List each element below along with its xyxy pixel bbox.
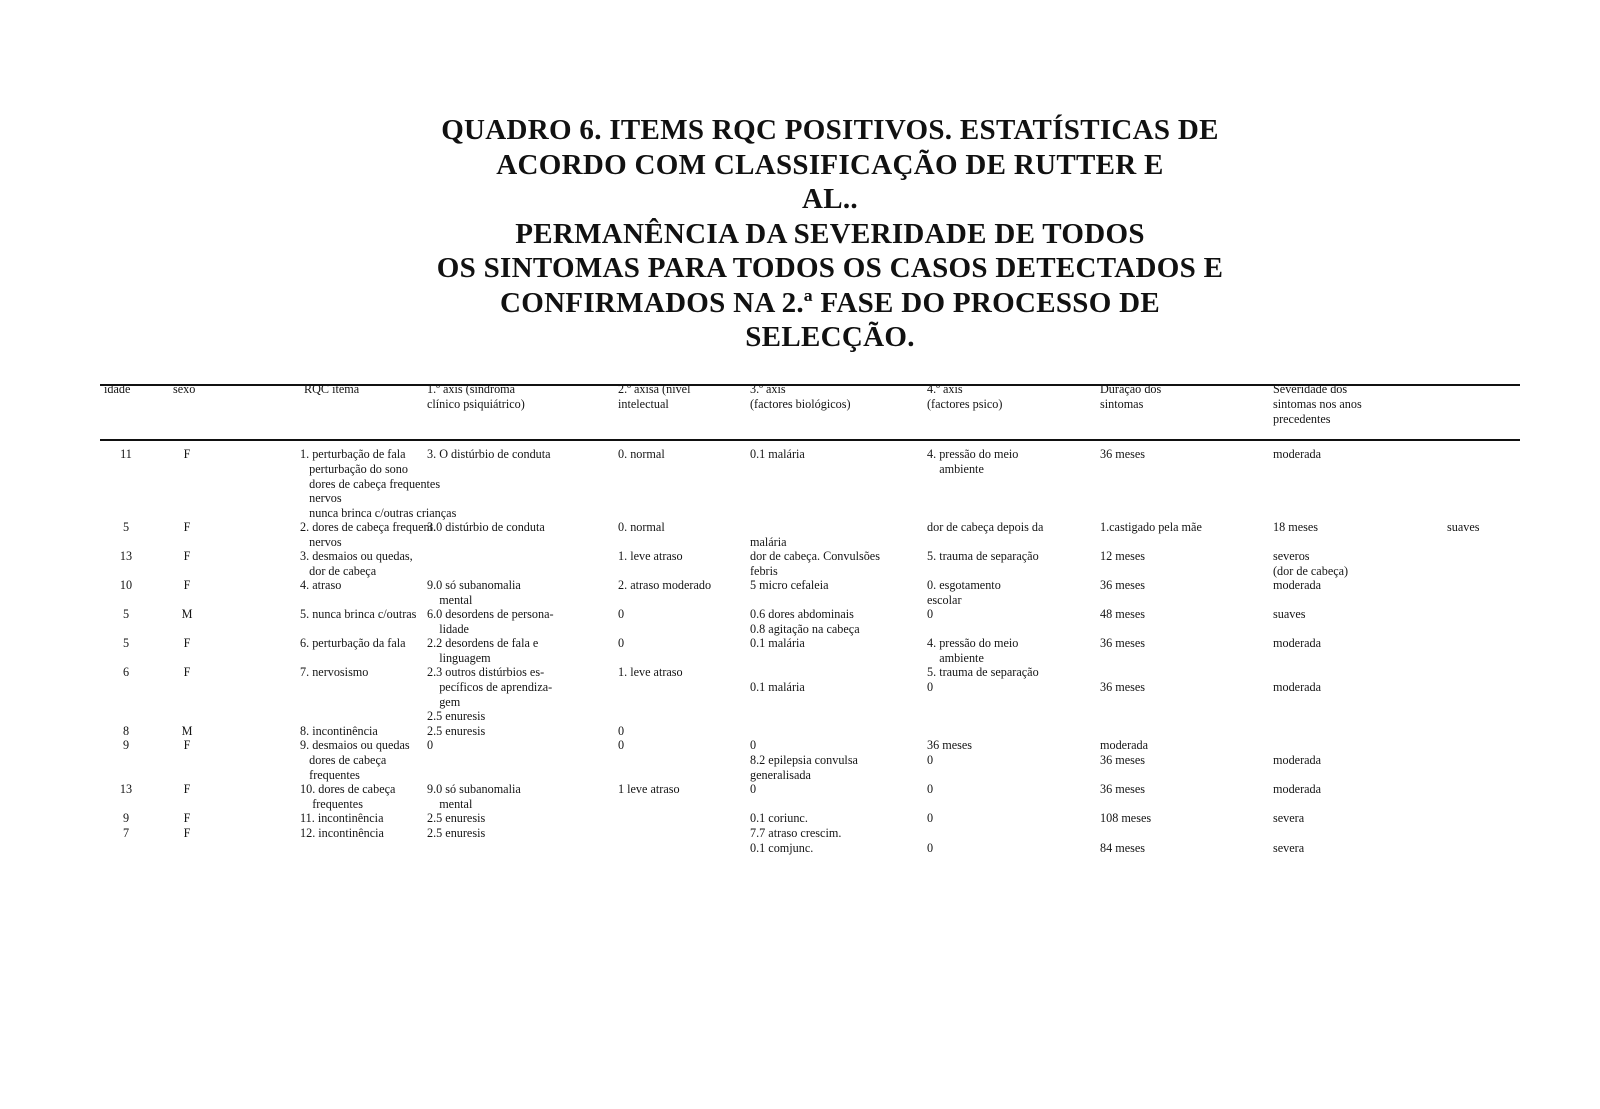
cell-axis-2: 1. leve atraso: [618, 665, 683, 679]
cell-severidade: moderada: [1273, 578, 1322, 592]
column-header-axis-2: 2.º axisa (nível intelectual: [618, 382, 691, 411]
cell-rqc-item: 7. nervosismo: [300, 665, 369, 679]
cell-duracao: 36 meses: [1100, 447, 1146, 461]
cell-rqc-item: 9. desmaios ou quedas dores de cabeça frequentes: [300, 738, 410, 782]
cell-idade: 5: [122, 607, 130, 621]
cell-rqc-item: 6. perturbação da fala: [300, 636, 406, 650]
cell-axis-4: 5. trauma de separação 0: [927, 665, 1039, 694]
cell-axis-1: 3. O distúrbio de conduta: [427, 447, 551, 461]
cell-axis-3: 5 micro cefaleia: [750, 578, 829, 592]
column-header-rqc-item: RQC itema: [304, 382, 360, 396]
cell-rqc-item: 2. dores de cabeça frequent. nervos: [300, 520, 437, 549]
cell-sexo: F: [183, 447, 191, 461]
cell-sexo: F: [183, 665, 191, 679]
column-header-axis-4: 4.º axis (factores psico): [927, 382, 1003, 411]
cell-axis-1: 0: [427, 738, 434, 752]
cell-axis-2: 2. atraso moderado: [618, 578, 712, 592]
cell-axis-4: 0: [927, 607, 934, 621]
cell-severidade: moderada: [1273, 782, 1322, 796]
cell-axis-1: 2.2 desordens de fala e linguagem: [427, 636, 539, 665]
cell-idade: 11: [120, 447, 132, 461]
cell-axis-4: 0. esgotamento escolar: [927, 578, 1001, 607]
cell-severidade: severa: [1273, 840, 1305, 855]
column-header-axis-3: 3.º axis (factores biológicos): [750, 382, 851, 411]
cell-rqc-item: 12. incontinência: [300, 826, 384, 840]
cell-severidade: severos (dor de cabeça): [1273, 549, 1349, 578]
cell-duracao: 36 meses: [1100, 636, 1146, 650]
cell-axis-3: 0.1 malária: [750, 679, 805, 694]
cell-sexo: F: [183, 549, 191, 563]
cell-rqc-item: 11. incontinência: [300, 811, 384, 825]
cell-sexo: F: [183, 738, 191, 752]
table-header-rule: [100, 439, 1520, 441]
title-line: PERMANÊNCIA DA SEVERIDADE DE TODOS: [515, 217, 1145, 250]
cell-axis-2: 0. normal: [618, 520, 665, 534]
cell-axis-2: 1 leve atraso: [618, 782, 680, 796]
cell-axis-2: 0: [618, 607, 625, 621]
cell-idade: 5: [122, 520, 130, 534]
cell-duracao: moderada 36 meses: [1100, 738, 1149, 767]
cell-axis-2: 1. leve atraso: [618, 549, 683, 563]
cell-axis-1: 6.0 desordens de persona- lidade: [427, 607, 554, 636]
cell-axis-1: 9.0 só subanomalia mental: [427, 782, 521, 811]
data-table: [100, 384, 1520, 904]
cell-sexo: F: [183, 636, 191, 650]
cell-duracao: 108 meses: [1100, 811, 1152, 825]
cell-axis-4: 0: [927, 811, 934, 825]
cell-duracao: 36 meses: [1100, 782, 1146, 796]
cell-duracao: 1.castigado pela mãe: [1100, 520, 1202, 534]
column-header-severidade: Severidade dos sintomas nos anos precedentes: [1273, 382, 1362, 426]
cell-severidade: severa: [1273, 811, 1305, 825]
cell-idade: 13: [119, 782, 133, 796]
cell-severidade: moderada: [1273, 447, 1322, 461]
title-line: OS SINTOMAS PARA TODOS OS CASOS DETECTADOS E: [436, 252, 1224, 284]
cell-sexo: F: [183, 782, 191, 796]
cell-axis-3: dor de cabeça. Convulsões febris: [750, 549, 880, 578]
column-header-sexo: sexo: [173, 382, 196, 396]
cell-severidade: moderada: [1273, 679, 1322, 694]
cell-axis-3: 0.1 malária: [750, 447, 805, 461]
column-header-axis-1: 1.º axis (síndroma clínico psiquiátrico): [427, 382, 525, 411]
cell-axis-2: 0: [618, 636, 625, 650]
cell-sexo: F: [183, 826, 191, 840]
cell-axis-3: 0.6 dores abdominais 0.8 agitação na cabeça: [750, 607, 860, 636]
cell-axis-1: 2.5 enuresis: [427, 724, 486, 738]
cell-rqc-item: 10. dores de cabeça frequentes: [300, 782, 396, 811]
title-line: ACORDO COM CLASSIFICAÇÃO DE RUTTER E: [496, 148, 1164, 181]
cell-axis-4: 4. pressão do meio ambiente: [927, 447, 1019, 476]
cell-duracao: 36 meses: [1100, 578, 1146, 592]
cell-idade: 6: [122, 665, 130, 679]
cell-severidade: moderada: [1273, 636, 1322, 650]
cell-sexo: F: [183, 520, 191, 534]
cell-severidade: suaves: [1273, 607, 1306, 621]
cell-sexo: M: [181, 607, 193, 621]
cell-axis-4: 4. pressão do meio ambiente: [927, 636, 1019, 665]
cell-axis-1: 2.5 enuresis: [427, 826, 486, 840]
cell-axis-3: 0 8.2 epilepsia convulsa generalisada: [750, 738, 858, 782]
cell-axis-4: 5. trauma de separação: [927, 549, 1039, 563]
cell-axis-1: 2.5 enuresis: [427, 811, 486, 825]
cell-rqc-item: 1. perturbação de fala perturbação do sono dores de cabeça frequentes nervos nunca brinca c/outras crianças: [300, 447, 457, 521]
cell-axis-3: 0.1 coriunc.: [750, 811, 808, 825]
cell-axis-3: 7.7 atraso crescim. 0.1 comjunc.: [750, 826, 842, 855]
cell-axis-1: 3.0 distúrbio de conduta: [427, 520, 545, 534]
cell-idade: 9: [122, 811, 130, 825]
cell-rqc-item: 4. atraso: [300, 578, 342, 592]
cell-axis-2: 0. normal: [618, 447, 665, 461]
cell-duracao: 36 meses: [1100, 679, 1146, 694]
title-line: SELECÇÃO.: [745, 321, 915, 353]
cell-duracao: 84 meses: [1100, 840, 1146, 855]
cell-axis-4: dor de cabeça depois da: [927, 520, 1044, 534]
cell-axis-4: 0: [927, 840, 934, 855]
table-title: [380, 113, 1280, 355]
cell-severidade: moderada: [1273, 752, 1322, 767]
cell-idade: 8: [122, 724, 130, 738]
cell-rqc-item: 3. desmaios ou quedas, dor de cabeça: [300, 549, 413, 578]
cell-sexo: F: [183, 578, 191, 592]
cell-extra: suaves: [1447, 520, 1480, 534]
cell-idade: 5: [122, 636, 130, 650]
cell-idade: 7: [122, 826, 130, 840]
cell-axis-4: 36 meses 0: [927, 738, 973, 767]
cell-axis-1: 9.0 só subanomalia mental: [427, 578, 521, 607]
cell-axis-4: 0: [927, 782, 934, 796]
cell-idade: 10: [119, 578, 133, 592]
cell-idade: 13: [119, 549, 133, 563]
title-line: AL..: [802, 183, 858, 215]
cell-rqc-item: 5. nunca brinca c/outras: [300, 607, 417, 621]
column-header-duracao: Duração dos sintomas: [1100, 382, 1162, 411]
column-header-idade: idade: [104, 382, 131, 396]
cell-axis-2: 0: [618, 724, 625, 738]
cell-severidade: 18 meses: [1273, 520, 1319, 534]
cell-axis-3: 0.1 malária: [750, 636, 805, 650]
title-line: CONFIRMADOS NA 2.ª FASE DO PROCESSO DE: [499, 286, 1161, 319]
cell-axis-1: 2.3 outros distúrbios es- pecíficos de aprendiza- gem 2.5 enuresis: [427, 665, 553, 724]
cell-axis-3: 0: [750, 782, 757, 796]
cell-axis-2: 0: [618, 738, 625, 752]
cell-sexo: F: [183, 811, 191, 825]
cell-duracao: 12 meses: [1100, 549, 1146, 563]
cell-rqc-item: 8. incontinência: [300, 724, 378, 738]
title-line: QUADRO 6. ITEMS RQC POSITIVOS. ESTATÍSTICAS DE: [441, 114, 1219, 146]
cell-duracao: 48 meses: [1100, 607, 1146, 621]
cell-sexo: M: [181, 724, 193, 738]
cell-axis-3: malária: [750, 534, 787, 549]
cell-idade: 9: [122, 738, 130, 752]
